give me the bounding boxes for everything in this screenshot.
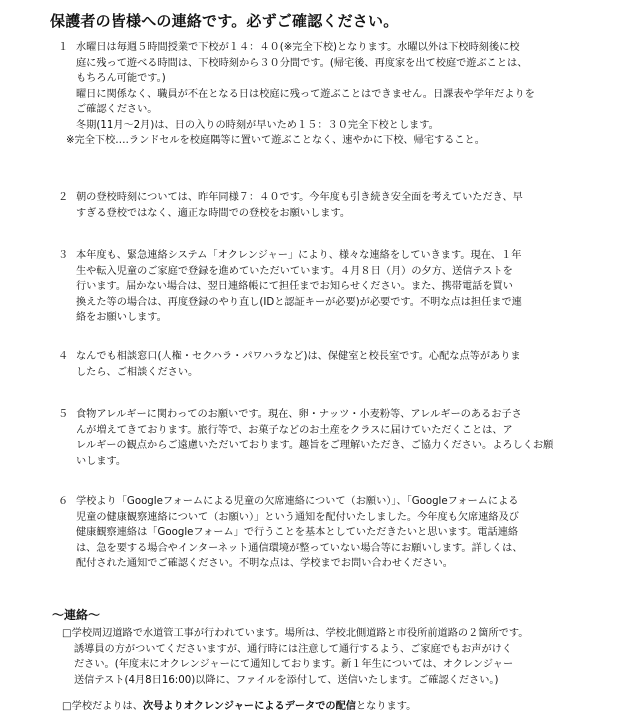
item-line: 冬期(11月～2月)は、日の入りの時刻が早いため１５：３０完全下校とします。 — [76, 119, 439, 131]
item-line: 配付された通知でご確認ください。不明な点は、学校までお問い合わせください。 — [76, 558, 453, 569]
item-body — [76, 349, 626, 380]
item-line: んが増えてきております。旅行等で、お菓子などのお土産をクラスに届けていただくことは、ア — [76, 424, 513, 436]
item-number: ４ — [58, 351, 69, 362]
contact-heading: ～連絡～ — [52, 608, 101, 622]
item-line: 生や転入児童のご家庭で登録を進めていただいています。４月８日（月）の夕方、送信テストを — [76, 265, 513, 277]
item-line: 行います。届かない場合は、翌日連絡帳にて担任までお知らせください。また、携帯電話を買い — [76, 281, 513, 292]
item-body — [76, 248, 626, 326]
item-number: ５ — [58, 409, 69, 420]
item-body — [76, 40, 626, 133]
contact-line: ださい。(年度末にオクレンジャーにて通知しております。新１年生については、オクレンジャー — [74, 659, 514, 670]
contact-line: □学校周辺道路で水道管工事が行われています。場所は、学校北側道路と市役所前道路の２箇所です。 — [62, 628, 529, 639]
item-line: ご確認ください。 — [76, 104, 158, 115]
item-line: 曜日に関係なく、職員が不在となる日は校庭に残って遊ぶことはできません。日課表や学年だよりを — [76, 88, 535, 100]
newsletter-prefix: □学校だよりは、 — [62, 701, 143, 712]
item-line: 朝の登校時刻については、昨年同様７：４０です。今年度も引き続き安全面を考えていただき、早 — [76, 192, 523, 203]
contact-line: 誘導員の方がついてくださいますが、通行時には注意して通行するよう、ご家庭でもお声がけく — [74, 643, 513, 655]
page-title: 保護者の皆様への連絡です。必ずご確認ください。 — [50, 12, 399, 30]
item-line: したら、ご相談ください。 — [76, 366, 199, 378]
item-body — [76, 494, 626, 572]
newsletter-suffix: となります。 — [355, 701, 417, 712]
item-line: は、急を要する場合やインターネット通信環境が整っていない場合等にお願いします。詳しくは、 — [76, 542, 523, 554]
item-line: 庭に残って遊べる時間は、下校時刻から３０分間です。(帰宅後、再度家を出て校庭で遊ぶことは、 — [76, 57, 528, 69]
item-line: 食物アレルギーに関わってのお願いです。現在、卵・ナッツ・小麦粉等、アレルギーのあるお子さ — [76, 409, 522, 420]
item-line: 換えた等の場合は、再度登録のやり直し(IDと認証キーが必要)が必要です。不明な点は担任まで連 — [76, 296, 522, 308]
item-line: 水曜日は毎週５時間授業で下校が１４：４０(※完全下校)となります。水曜以外は下校時刻後に校 — [76, 42, 520, 53]
item-line: 学校より「Googleフォームによる児童の欠席連絡について（お願い）」、「Googleフォームによる — [76, 496, 519, 507]
item-line: 健康観察連絡は「Googleフォーム」で行うことを基本としていただきたいと思います。電話連絡 — [76, 527, 519, 538]
item-number: ２ — [58, 192, 69, 203]
item-line: 本年度も、緊急連絡システム「オクレンジャー」により、様々な連絡をしていきます。現在、１年 — [76, 250, 522, 261]
item-number: １ — [58, 42, 69, 53]
item-body — [76, 407, 626, 469]
item-line: 絡をお願いします。 — [76, 312, 167, 323]
item-line: もちろん可能です。) — [76, 73, 166, 84]
item-number: ３ — [58, 250, 69, 261]
item-line: すぎる登校ではなく、適正な時間での登校をお願いします。 — [76, 207, 351, 219]
complete-dismissal-note: ※完全下校‥‥ランドセルを校庭隅等に置いて遊ぶことなく、速やかに下校、帰宅すること。 — [66, 135, 485, 146]
newsletter-emphasis: 次号よりオクレンジャーによるデータでの配信 — [142, 701, 356, 712]
item-body — [76, 190, 626, 221]
item-number: ６ — [58, 496, 69, 507]
contact-line — [62, 699, 632, 715]
contact-newsletter-notice — [62, 699, 632, 715]
contact-construction-notice — [62, 626, 632, 688]
item-line: いします。 — [76, 455, 127, 467]
item-line: 児童の健康観察連絡について（お願い）」という通知を配付いたしました。今年度も欠席連絡及び — [76, 511, 519, 523]
item-line: なんでも相談窓口(人権・セクハラ・パワハラなど)は、保健室と校長室です。心配な点等がありま — [76, 351, 521, 362]
item-line: レルギーの観点からご遠慮いただいております。趣旨をご理解いただき、ご協力ください。よろしくお願 — [76, 440, 554, 451]
contact-line: 送信テスト(4月8日16:00)以降に、ファイルを添付して、送信いたします。ご確認ください。) — [74, 674, 499, 686]
